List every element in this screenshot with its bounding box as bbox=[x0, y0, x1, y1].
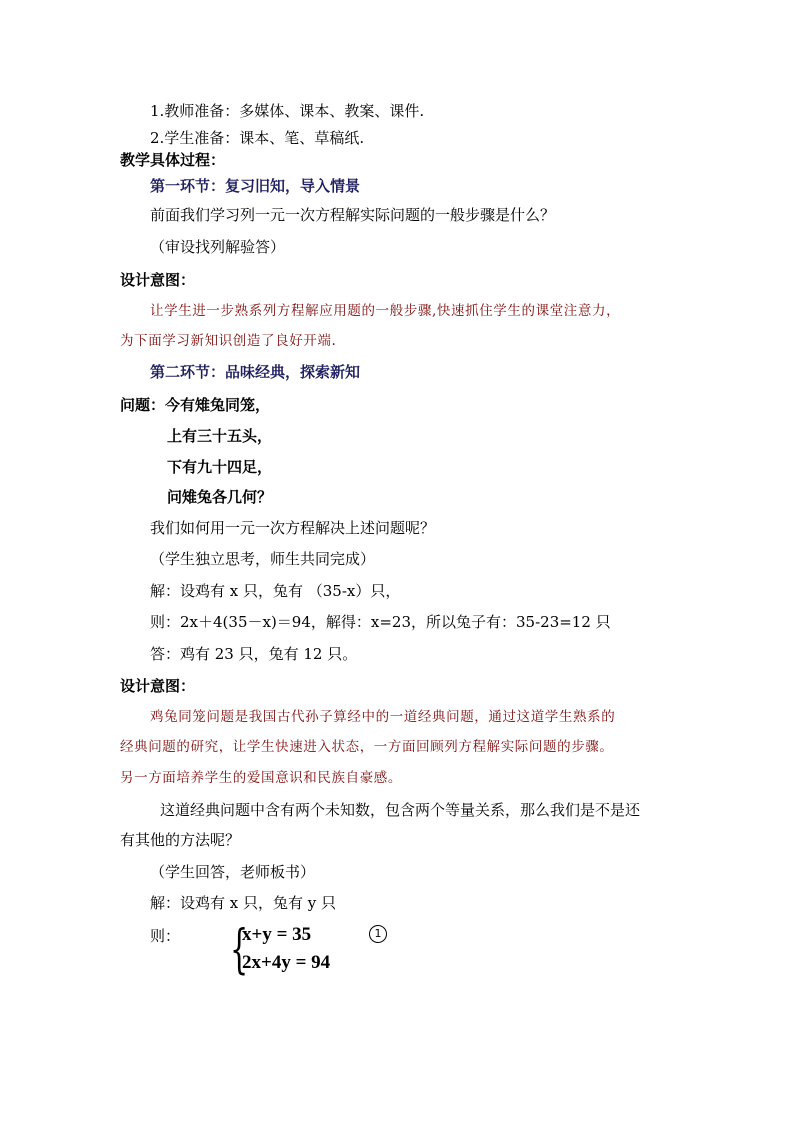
two-unknowns-line-1: 这道经典问题中含有两个未知数，包含两个等量关系，那么我们是不是还 bbox=[160, 801, 641, 819]
left-brace: { bbox=[230, 920, 249, 980]
solution-setup-1: 解：设鸡有 x 只，兔有 （35-x）只， bbox=[150, 582, 401, 600]
design-intent-2-line-2: 经典问题的研究，让学生快速进入状态，一方面回顾列方程解实际问题的步骤。 bbox=[120, 739, 614, 755]
solution-setup-2: 解：设鸡有 x 只，兔有 y 只 bbox=[150, 894, 337, 912]
problem-line-1: 问题：今有雉兔同笼， bbox=[120, 396, 271, 414]
board-note: （学生回答，老师板书） bbox=[150, 863, 316, 881]
review-question: 前面我们学习列一元一次方程解实际问题的一般步骤是什么？ bbox=[150, 206, 556, 224]
design-intent-2-line-3: 另一方面培养学生的爱国意识和民族自豪感。 bbox=[120, 770, 402, 786]
design-intent-heading-1: 设计意图： bbox=[120, 271, 196, 289]
problem-line-4: 问雉兔各几何？ bbox=[167, 488, 273, 506]
linear-method-question: 我们如何用一元一次方程解决上述问题呢？ bbox=[150, 519, 436, 537]
design-intent-2-line-1: 鸡兔同笼问题是我国古代孙子算经中的一道经典问题，通过这道学生熟系的 bbox=[150, 709, 616, 725]
teacher-prep: 1.教师准备：多媒体、课本、教案、课件. bbox=[150, 102, 425, 120]
solution-answer-1: 答：鸡有 23 只，兔有 12 只。 bbox=[150, 645, 358, 663]
student-prep: 2.学生准备：课本、笔、草稿纸. bbox=[150, 129, 365, 147]
problem-line-2: 上有三十五头， bbox=[167, 427, 273, 445]
review-answer: （审设找列解验答） bbox=[150, 238, 286, 256]
equation-system bbox=[230, 920, 360, 980]
equation-number-marker: 1 bbox=[369, 925, 387, 943]
section-1-heading: 第一环节：复习旧知，导入情景 bbox=[150, 177, 361, 195]
think-note: （学生独立思考，师生共同完成） bbox=[150, 550, 376, 568]
equation-1: x+y = 35 bbox=[242, 924, 312, 945]
problem-line-3: 下有九十四足， bbox=[167, 458, 273, 476]
two-unknowns-line-2: 有其他的方法呢？ bbox=[120, 831, 241, 849]
solution-equation-1: 则：2x＋4(35－x)＝94，解得：x=23，所以兔子有：35-23=12 只 bbox=[150, 613, 611, 631]
then-label: 则： bbox=[150, 927, 181, 945]
equation-2: 2x+4y = 94 bbox=[242, 952, 331, 973]
design-intent-1-line-2: 为下面学习新知识创造了良好开端. bbox=[120, 333, 337, 349]
design-intent-1-line-1: 让学生进一步熟系列方程解应用题的一般步骤,快速抓住学生的课堂注意力， bbox=[150, 303, 621, 319]
process-heading: 教学具体过程： bbox=[120, 151, 226, 169]
design-intent-heading-2: 设计意图： bbox=[120, 677, 196, 695]
section-2-heading: 第二环节：品味经典，探索新知 bbox=[150, 363, 361, 381]
